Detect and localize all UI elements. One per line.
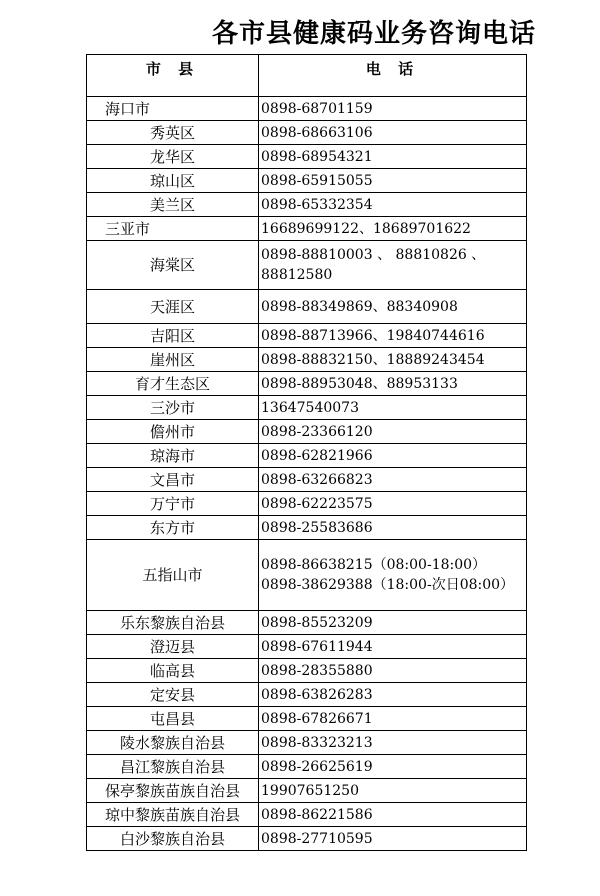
city-column-header: 市 县 (87, 55, 259, 97)
table-row (87, 145, 527, 169)
table-row (87, 97, 527, 121)
table-row (87, 731, 527, 755)
city-cell: 龙华区 (87, 145, 259, 169)
phone-cell: 0898-63266823 (259, 468, 527, 492)
table-row (87, 516, 527, 540)
phone-cell: 0898-86221586 (259, 803, 527, 827)
table-row (87, 169, 527, 193)
table-row (87, 540, 527, 611)
table-row (87, 193, 527, 217)
city-cell: 白沙黎族自治县 (87, 827, 259, 851)
city-cell: 万宁市 (87, 492, 259, 516)
phone-cell: 0898-83323213 (259, 731, 527, 755)
phone-cell: 13647540073 (259, 396, 527, 420)
phone-cell: 0898-26625619 (259, 755, 527, 779)
phone-cell: 0898-88953048、88953133 (259, 372, 527, 396)
table-row (87, 121, 527, 145)
city-cell: 琼中黎族苗族自治县 (87, 803, 259, 827)
table-row (87, 468, 527, 492)
table-row (87, 217, 527, 241)
city-cell: 秀英区 (87, 121, 259, 145)
phone-cell: 0898-88832150、18889243454 (259, 348, 527, 372)
table-body (87, 97, 527, 851)
phone-cell: 0898-88349869、88340908 (259, 290, 527, 324)
table-row (87, 803, 527, 827)
phone-cell: 0898-85523209 (259, 611, 527, 635)
city-cell: 昌江黎族自治县 (87, 755, 259, 779)
phone-cell: 0898-67826671 (259, 707, 527, 731)
city-cell: 陵水黎族自治县 (87, 731, 259, 755)
phone-cell: 0898-88713966、19840744616 (259, 324, 527, 348)
phone-cell: 0898-88810003 、 88810826 、 88812580 (259, 241, 527, 290)
city-cell: 崖州区 (87, 348, 259, 372)
city-cell: 琼海市 (87, 444, 259, 468)
table-row (87, 683, 527, 707)
phone-cell: 0898-68663106 (259, 121, 527, 145)
phone-column-header: 电 话 (259, 55, 527, 97)
table-row (87, 611, 527, 635)
city-cell: 海棠区 (87, 241, 259, 290)
table-row (87, 290, 527, 324)
table-row (87, 827, 527, 851)
city-cell: 定安县 (87, 683, 259, 707)
phone-cell: 0898-62821966 (259, 444, 527, 468)
city-cell: 临高县 (87, 659, 259, 683)
city-cell: 琼山区 (87, 169, 259, 193)
phone-cell: 0898-27710595 (259, 827, 527, 851)
city-cell: 五指山市 (87, 540, 259, 611)
table-row (87, 659, 527, 683)
city-cell: 文昌市 (87, 468, 259, 492)
city-cell: 天涯区 (87, 290, 259, 324)
city-cell: 海口市 (87, 97, 259, 121)
table-header-row (87, 55, 527, 97)
table-row (87, 779, 527, 803)
city-cell: 屯昌县 (87, 707, 259, 731)
phone-cell: 0898-23366120 (259, 420, 527, 444)
phone-cell: 19907651250 (259, 779, 527, 803)
hotline-table (86, 54, 527, 851)
table-row (87, 396, 527, 420)
table-row (87, 444, 527, 468)
city-cell: 育才生态区 (87, 372, 259, 396)
table-row (87, 707, 527, 731)
city-cell: 儋州市 (87, 420, 259, 444)
phone-cell: 0898-65915055 (259, 169, 527, 193)
phone-cell: 0898-63826283 (259, 683, 527, 707)
city-cell: 三沙市 (87, 396, 259, 420)
table-row (87, 372, 527, 396)
city-cell: 三亚市 (87, 217, 259, 241)
city-cell: 东方市 (87, 516, 259, 540)
phone-cell: 0898-25583686 (259, 516, 527, 540)
phone-cell: 0898-28355880 (259, 659, 527, 683)
city-cell: 澄迈县 (87, 635, 259, 659)
page-title: 各市县健康码业务咨询电话 (212, 19, 537, 49)
phone-cell: 0898-68954321 (259, 145, 527, 169)
city-cell: 吉阳区 (87, 324, 259, 348)
table-row (87, 324, 527, 348)
city-cell: 保亭黎族苗族自治县 (87, 779, 259, 803)
table-row (87, 348, 527, 372)
phone-cell: 0898-65332354 (259, 193, 527, 217)
table-row (87, 241, 527, 290)
phone-cell: 0898-62223575 (259, 492, 527, 516)
table-row (87, 492, 527, 516)
city-cell: 美兰区 (87, 193, 259, 217)
phone-cell: 0898-68701159 (259, 97, 527, 121)
table-row (87, 635, 527, 659)
table-row (87, 420, 527, 444)
table-row (87, 755, 527, 779)
phone-cell: 16689699122、18689701622 (259, 217, 527, 241)
phone-cell: 0898-86638215（08:00-18:00） 0898-38629388（18:00-次日08:00） (259, 540, 527, 611)
city-cell: 乐东黎族自治县 (87, 611, 259, 635)
phone-cell: 0898-67611944 (259, 635, 527, 659)
